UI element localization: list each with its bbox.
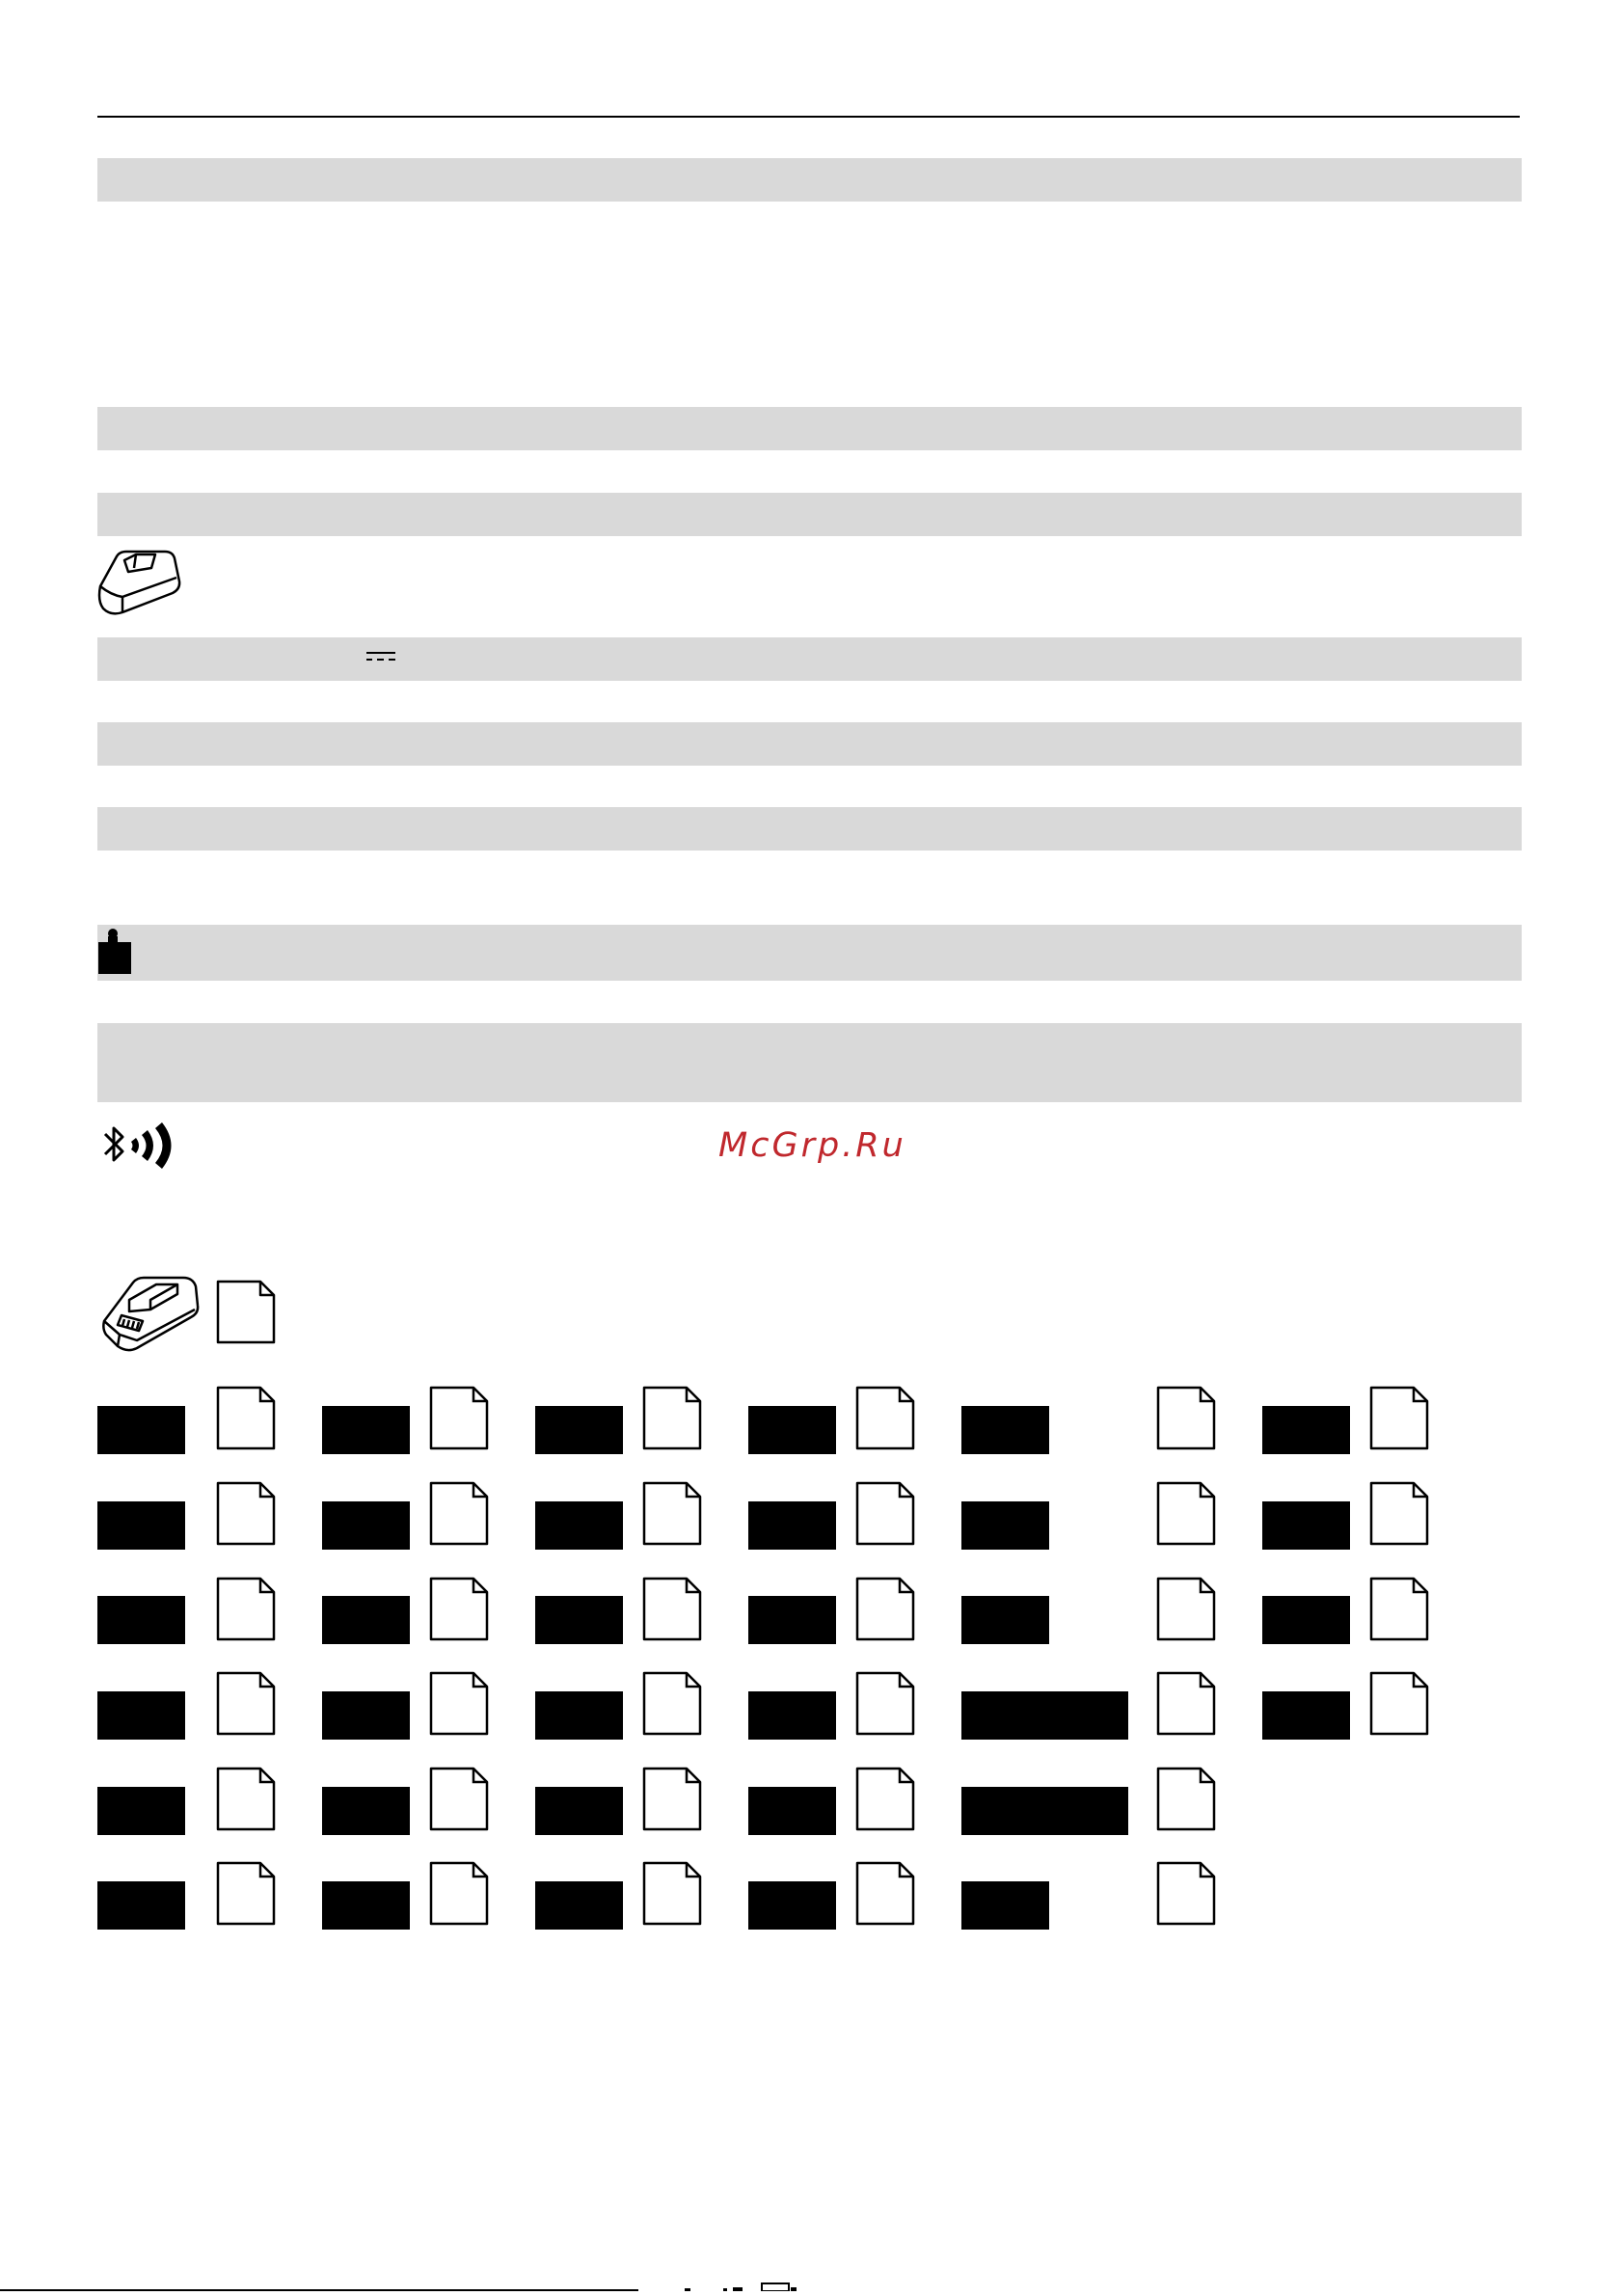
document-icon [216, 1386, 276, 1450]
label-block [535, 1787, 623, 1835]
section-band-1 [97, 158, 1522, 202]
document-icon [1156, 1577, 1216, 1641]
label-block [748, 1787, 836, 1835]
label-block [961, 1596, 1049, 1644]
document-icon [216, 1577, 276, 1641]
section-band-8 [97, 1023, 1522, 1102]
footer-rule [0, 2289, 638, 2291]
watermark-text: McGrp.Ru [718, 1126, 906, 1165]
document-icon [855, 1767, 915, 1831]
document-icon [1156, 1386, 1216, 1450]
section-band-3 [97, 493, 1522, 536]
document-icon [1369, 1481, 1429, 1546]
bluetooth-icon [99, 1119, 196, 1173]
label-block [535, 1881, 623, 1930]
label-block [97, 1501, 185, 1550]
label-block [535, 1501, 623, 1550]
document-icon [429, 1386, 489, 1450]
label-block [961, 1501, 1049, 1550]
document-icon [642, 1767, 702, 1831]
label-block [1262, 1691, 1350, 1740]
header-rule [97, 116, 1520, 118]
document-icon [855, 1671, 915, 1736]
label-block [1262, 1501, 1350, 1550]
section-band-5 [97, 722, 1522, 766]
label-block [322, 1406, 410, 1454]
label-block [748, 1501, 836, 1550]
document-icon [1156, 1481, 1216, 1546]
label-block [322, 1501, 410, 1550]
label-block [97, 1596, 185, 1644]
weight-icon [96, 929, 135, 975]
label-block [322, 1596, 410, 1644]
label-block [1262, 1406, 1350, 1454]
document-icon [1156, 1671, 1216, 1736]
label-block [97, 1787, 185, 1835]
document-icon [216, 1671, 276, 1736]
section-band-4 [97, 637, 1522, 681]
label-block [322, 1691, 410, 1740]
document-icon [642, 1386, 702, 1450]
document-icon [429, 1577, 489, 1641]
label-block [961, 1691, 1128, 1740]
document-icon [855, 1577, 915, 1641]
document-icon [216, 1280, 276, 1344]
section-band-2 [97, 407, 1522, 450]
printer-icon [100, 1271, 201, 1358]
document-icon [216, 1481, 276, 1546]
label-block [97, 1691, 185, 1740]
document-icon [216, 1861, 276, 1926]
label-block [535, 1406, 623, 1454]
label-block [961, 1881, 1049, 1930]
document-icon [1156, 1767, 1216, 1831]
label-block [1262, 1596, 1350, 1644]
document-icon [429, 1671, 489, 1736]
document-icon [855, 1861, 915, 1926]
label-block [748, 1596, 836, 1644]
document-icon [1369, 1386, 1429, 1450]
document-icon [1369, 1671, 1429, 1736]
document-icon [216, 1767, 276, 1831]
charger-icon [95, 543, 182, 620]
label-block [322, 1787, 410, 1835]
document-icon [429, 1861, 489, 1926]
section-band-6 [97, 807, 1522, 851]
document-icon [429, 1481, 489, 1546]
document-icon [642, 1481, 702, 1546]
label-block [748, 1881, 836, 1930]
document-icon [642, 1671, 702, 1736]
label-block [535, 1691, 623, 1740]
label-block [97, 1406, 185, 1454]
label-block [961, 1787, 1128, 1835]
document-icon [642, 1577, 702, 1641]
document-icon [1156, 1861, 1216, 1926]
label-block [535, 1596, 623, 1644]
document-icon [642, 1861, 702, 1926]
section-band-7 [97, 925, 1522, 981]
label-block [748, 1406, 836, 1454]
dc-symbol-icon [365, 650, 397, 663]
document-icon [429, 1767, 489, 1831]
footer-marks [685, 2282, 798, 2291]
label-block [748, 1691, 836, 1740]
label-block [97, 1881, 185, 1930]
label-block [322, 1881, 410, 1930]
document-icon [855, 1481, 915, 1546]
document-icon [1369, 1577, 1429, 1641]
document-icon [855, 1386, 915, 1450]
label-block [961, 1406, 1049, 1454]
